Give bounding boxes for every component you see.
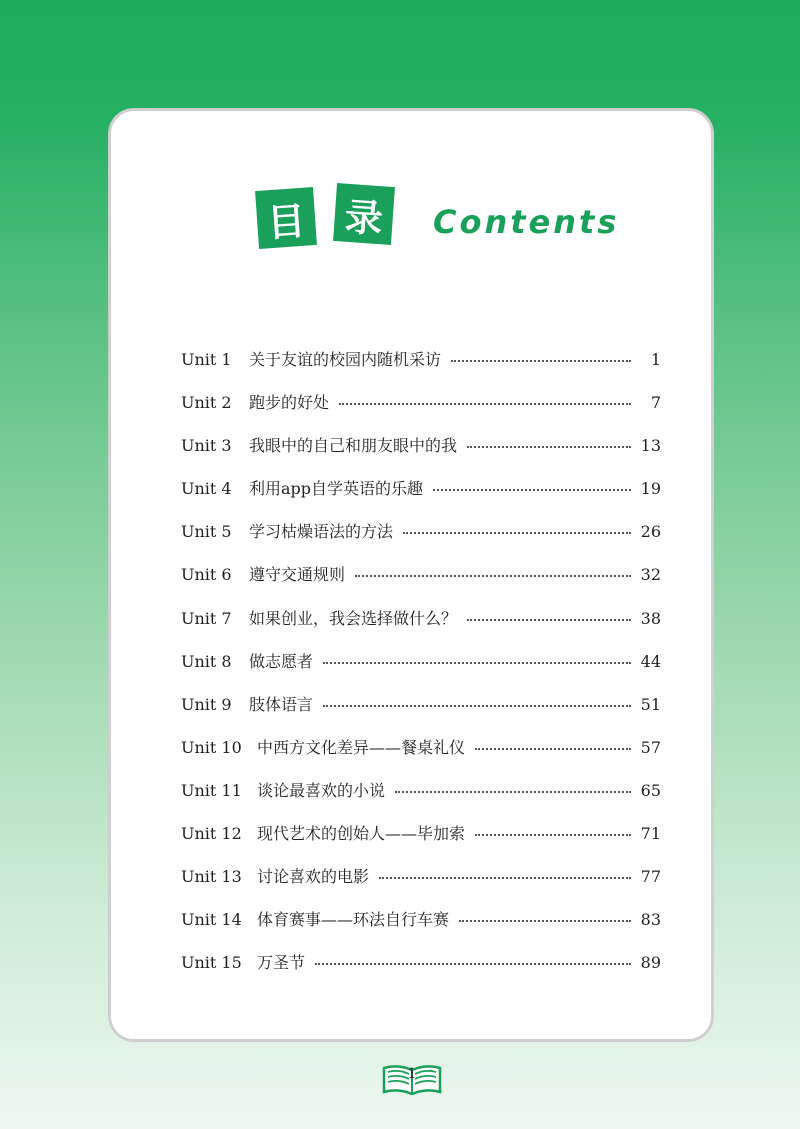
footer-page-number: 1: [407, 1066, 417, 1082]
toc-row-unit-8[interactable]: [181, 649, 661, 692]
unit-label: Unit 3: [181, 436, 232, 456]
unit-label: Unit 15: [181, 953, 242, 973]
unit-topic: 利用app自学英语的乐趣: [249, 479, 424, 499]
page-number: 32: [640, 565, 661, 585]
unit-label: Unit 12: [181, 824, 242, 844]
toc-row-unit-9[interactable]: [181, 692, 661, 735]
dot-leader: [475, 822, 631, 836]
unit-label: Unit 4: [181, 479, 232, 499]
page-number: 83: [640, 910, 661, 930]
dot-leader: [467, 607, 631, 621]
unit-topic: 讨论喜欢的电影: [257, 867, 370, 887]
dot-leader: [339, 391, 631, 405]
dot-leader: [475, 736, 631, 750]
unit-label: Unit 6: [181, 565, 232, 585]
unit-label: Unit 8: [181, 651, 232, 671]
page-number: 1: [650, 350, 661, 369]
unit-label: Unit 2: [181, 393, 232, 413]
unit-topic: 做志愿者: [249, 651, 314, 671]
dot-leader: [433, 477, 631, 491]
unit-label: Unit 7: [181, 608, 232, 628]
toc-row-unit-10[interactable]: [181, 735, 661, 778]
page-number: 38: [640, 608, 661, 628]
unit-topic: 中西方文化差异——餐桌礼仪: [257, 737, 466, 757]
page-title: [257, 181, 677, 251]
page-number: 65: [640, 780, 661, 800]
toc-row-unit-15[interactable]: [181, 950, 661, 993]
page-number: 71: [640, 824, 661, 844]
toc-row-unit-13[interactable]: [181, 864, 661, 907]
toc-row-unit-4[interactable]: [181, 476, 661, 519]
unit-label: Unit 9: [181, 694, 232, 714]
toc-row-unit-7[interactable]: [181, 606, 661, 649]
dot-leader: [395, 779, 631, 793]
page-number: 51: [640, 694, 661, 714]
unit-topic: 跑步的好处: [249, 393, 330, 413]
unit-topic: 体育赛事——环法自行车赛: [257, 910, 450, 930]
page-number: 7: [650, 393, 661, 413]
toc-row-unit-12[interactable]: [181, 821, 661, 864]
unit-label: Unit 5: [181, 522, 232, 542]
dot-leader: [379, 865, 631, 879]
unit-topic: 肢体语言: [249, 694, 314, 714]
toc-row-unit-1[interactable]: [181, 347, 661, 390]
unit-topic: 谈论最喜欢的小说: [257, 780, 386, 800]
unit-label: Unit 13: [181, 867, 242, 887]
title-char-mu: 目: [255, 187, 317, 249]
unit-topic: 现代艺术的创始人——毕加索: [257, 824, 466, 844]
table-of-contents: [181, 347, 661, 993]
unit-label: Unit 14: [181, 910, 242, 930]
page-number: 57: [640, 737, 661, 757]
page-number: 77: [640, 867, 661, 887]
toc-row-unit-5[interactable]: [181, 519, 661, 562]
title-char-lu: 录: [333, 183, 395, 245]
dot-leader: [323, 693, 631, 707]
dot-leader: [315, 951, 631, 965]
dot-leader: [355, 563, 631, 577]
unit-topic: 遵守交通规则: [249, 565, 346, 585]
title-contents: Contents: [433, 203, 620, 241]
toc-row-unit-11[interactable]: [181, 778, 661, 821]
dot-leader: [403, 520, 631, 534]
dot-leader: [451, 348, 631, 362]
dot-leader: [323, 650, 631, 664]
page-number: 89: [640, 953, 661, 973]
unit-topic: 关于友谊的校园内随机采访: [249, 350, 442, 369]
toc-row-unit-14[interactable]: [181, 907, 661, 950]
page-number: 26: [640, 522, 661, 542]
unit-topic: 学习枯燥语法的方法: [249, 522, 394, 542]
page-number: 19: [640, 479, 661, 499]
unit-topic: 如果创业，我会选择做什么？: [249, 608, 458, 628]
unit-topic: 我眼中的自己和朋友眼中的我: [249, 436, 458, 456]
page-number: 13: [640, 436, 661, 456]
unit-label: Unit 1: [181, 350, 232, 369]
toc-row-unit-3[interactable]: [181, 433, 661, 476]
toc-row-unit-6[interactable]: [181, 562, 661, 605]
dot-leader: [459, 908, 631, 922]
contents-card: [108, 108, 714, 1042]
dot-leader: [467, 434, 631, 448]
toc-row-unit-2[interactable]: [181, 390, 661, 433]
unit-topic: 万圣节: [257, 953, 306, 973]
page-number: 44: [640, 651, 661, 671]
unit-label: Unit 10: [181, 737, 242, 757]
unit-label: Unit 11: [181, 780, 242, 800]
